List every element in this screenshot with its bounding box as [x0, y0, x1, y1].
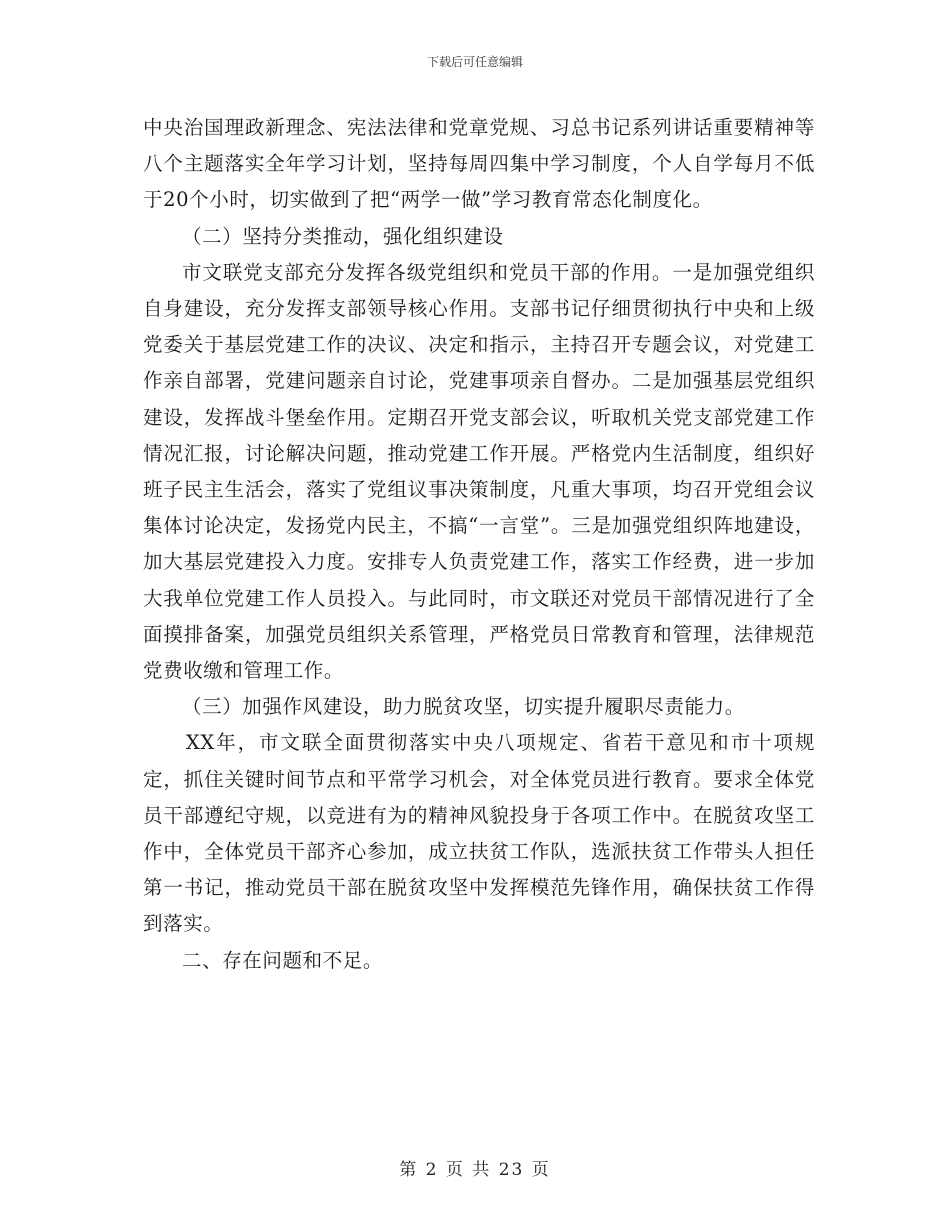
document-body	[143, 110, 815, 979]
section-heading-problems: 二、存在问题和不足。	[182, 948, 384, 972]
paragraph-organization-building: 市文联党支部充分发挥各级党组织和党员干部的作用。一是加强党组织自身建设，充分发挥支部领导核心作用。支部书记仔细贯彻执行中央和上级党委关于基层党建工作的决议、决定和指示，主持召开专题会议，对党建工作亲自部署，党建问题亲自讨论，党建事项亲自督办。二是加强基层党组织建设，发挥战斗堡垒作用。定期召开党支部会议，听取机关党支部党建工作情况汇报，讨论解决问题，推动党建工作开展。严格党内生活制度，组织好班子民主生活会，落实了党组议事决策制度，凡重大事项，均召开党组会议集体讨论决定，发扬党内民主，不搞“一言堂”。三是加强党组织阵地建设，加大基层党建投入力度。安排专人负责党建工作，落实工作经费，进一步加大我单位党建工作人员投入。与此同时，市文联还对党员干部情况进行了全面摸排备案，加强党员组织关系管理，严格党员日常教育和管理，法律规范党费收缴和管理工作。	[143, 260, 815, 683]
page-number-footer: 第 2 页 共 23 页	[399, 1160, 551, 1180]
paragraph-work-style: XX年，市文联全面贯彻落实中央八项规定、省若干意见和市十项规定，抓住关键时间节点和平常学习机会，对全体党员进行教育。要求全体党员干部遵纪守规，以竞进有为的精神风貌投身于各项工作中。在脱贫攻坚工作中，全体党员干部齐心参加，成立扶贫工作队，选派扶贫工作带头人担任第一书记，推动党员干部在脱贫攻坚中发挥模范先锋作用，确保扶贫工作得到落实。	[143, 731, 815, 936]
paragraph-study-plan: 中央治国理政新理念、宪法法律和党章党规、习总书记系列讲话重要精神等八个主题落实全年学习计划，坚持每周四集中学习制度，个人自学每月不低于20个小时，切实做到了把“两学一做”学习教育常态化制度化。	[143, 116, 815, 212]
section-heading-work-style: （三）加强作风建设，助力脱贫攻坚，切实提升履职尽责能力。	[182, 695, 745, 719]
section-heading-organization: （二）坚持分类推动，强化组织建设	[182, 224, 504, 248]
page-header: 下载后可任意编辑	[426, 55, 523, 69]
